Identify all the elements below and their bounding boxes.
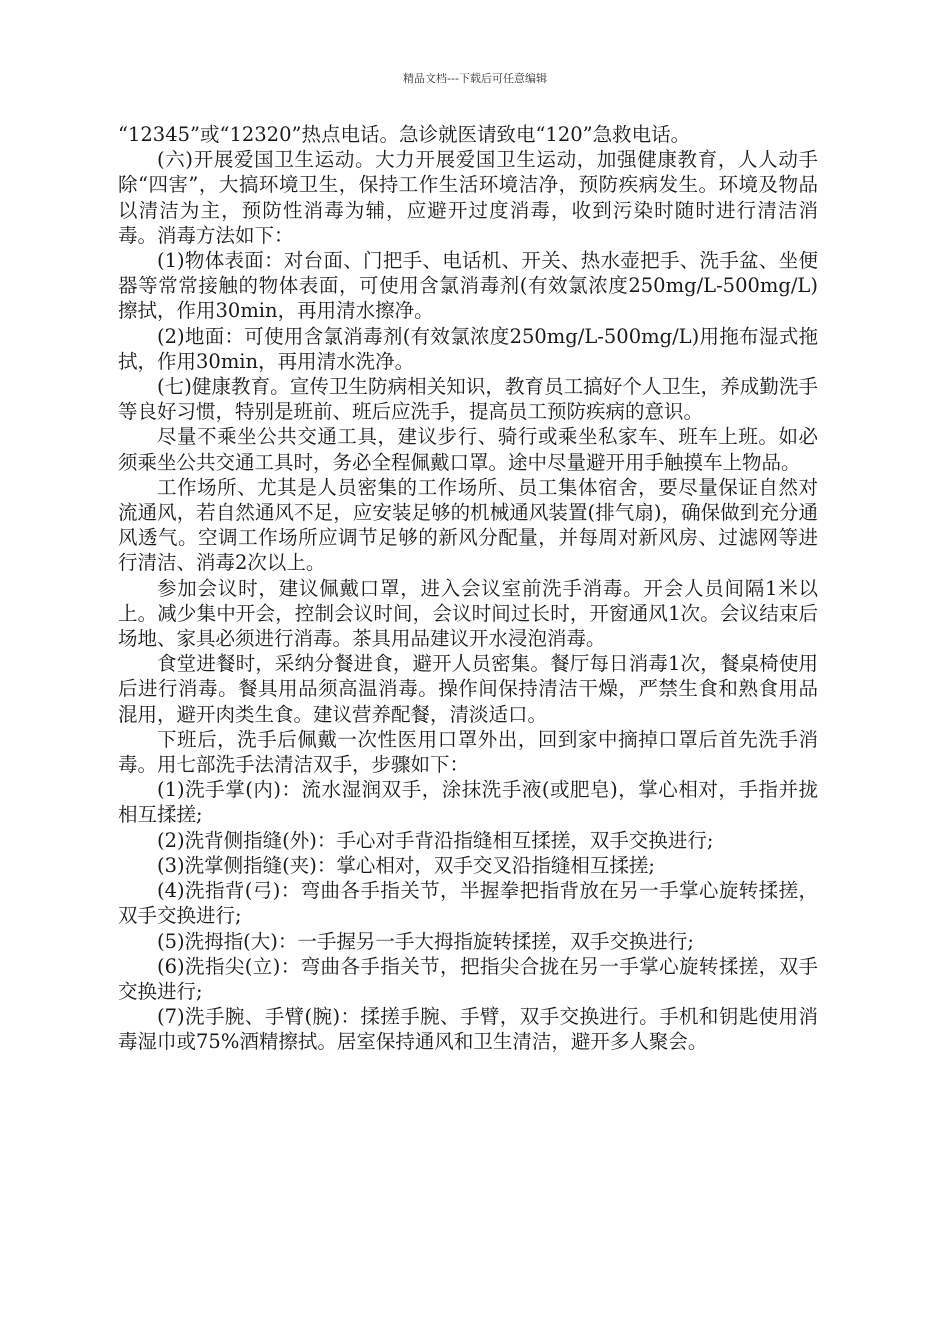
paragraph-9: 食堂进餐时，采纳分餐进食，避开人员密集。餐厅每日消毒1次，餐桌椅使用后进行消毒。餐具用品须高温消毒。操作间保持清洁干燥，严禁生食和熟食用品混用，避开肉类生食。建议营养配餐，清淡适口。 (118, 652, 818, 726)
paragraph-1: “12345”或“12320”热点电话。急诊就医请致电“120”急救电话。 (118, 123, 691, 146)
paragraph-5: (七)健康教育。宣传卫生防病相关知识，教育员工搞好个人卫生，养成勤洗手等良好习惯，特别是班前、班后应洗手，提高员工预防疾病的意识。 (118, 375, 818, 424)
page-header: 精品文档---下载后可任意编辑 (403, 72, 547, 85)
paragraph-4: (2)地面：可使用含氯消毒剂(有效氯浓度250mg/L-500mg/L)用拖布湿式拖拭，作用30min，再用清水洗净。 (118, 324, 818, 373)
paragraph-7: 工作场所、尤其是人员密集的工作场所、员工集体宿舍，要尽量保证自然对流通风，若自然通风不足，应安装足够的机械通风装置(排气扇)，确保做到充分通风透气。空调工作场所应调节足够的新风分配量，并每周对新风房、过滤网等进行清洁、消毒2次以上。 (118, 475, 818, 575)
paragraph-2: (六)开展爱国卫生运动。大力开展爱国卫生运动，加强健康教育，人人动手除“四害”，大搞环境卫生，保持工作生活环境洁净，预防疾病发生。环境及物品以清洁为主，预防性消毒为辅，应避开过度消毒，收到污染时随时进行清洁消毒。消毒方法如下： (118, 148, 818, 247)
paragraph-6: 尽量不乘坐公共交通工具，建议步行、骑行或乘坐私家车、班车上班。如必须乘坐公共交通工具时，务必全程佩戴口罩。途中尽量避开用手触摸车上物品。 (118, 425, 818, 474)
handwash-step-5: (5)洗拇指(大)：一手握另一手大拇指旋转揉搓，双手交换进行; (157, 929, 694, 953)
handwash-step-3: (3)洗掌侧指缝(夹)：掌心相对，双手交叉沿指缝相互揉搓; (157, 853, 655, 877)
document-body (118, 122, 818, 1055)
handwash-step-4: (4)洗指背(弓)：弯曲各手指关节，半握拳把指背放在另一手掌心旋转揉搓，双手交换进行; (118, 879, 818, 928)
paragraph-8: 参加会议时，建议佩戴口罩，进入会议室前洗手消毒。开会人员间隔1米以上。减少集中开会，控制会议时间，会议时间过长时，开窗通风1次。会议结束后场地、家具必须进行消毒。茶具用品建议开水浸泡消毒。 (118, 576, 818, 651)
handwash-step-6: (6)洗指尖(立)：弯曲各手指关节，把指尖合拢在另一手掌心旋转揉搓，双手交换进行; (118, 954, 818, 1003)
handwash-step-1: (1)洗手掌(内)：流水湿润双手，涂抹洗手液(或肥皂)，掌心相对，手指并拢相互揉搓; (118, 778, 818, 827)
handwash-step-2: (2)洗背侧指缝(外)：手心对手背沿指缝相互揉搓，双手交换进行; (157, 828, 714, 852)
paragraph-10: 下班后，洗手后佩戴一次性医用口罩外出，回到家中摘掉口罩后首先洗手消毒。用七部洗手法清洁双手，步骤如下： (118, 727, 818, 777)
handwash-step-7: (7)洗手腕、手臂(腕)：揉搓手腕、手臂，双手交换进行。手机和钥匙使用消毒湿巾或75%酒精擦拭。居室保持通风和卫生清洁，避开多人聚会。 (118, 1005, 818, 1054)
paragraph-3: (1)物体表面：对台面、门把手、电话机、开关、热水壶把手、洗手盆、坐便器等常常接触的物体表面，可使用含氯消毒剂(有效氯浓度250mg/L-500mg/L)擦拭，作用30min，再用清水擦净。 (118, 249, 818, 323)
